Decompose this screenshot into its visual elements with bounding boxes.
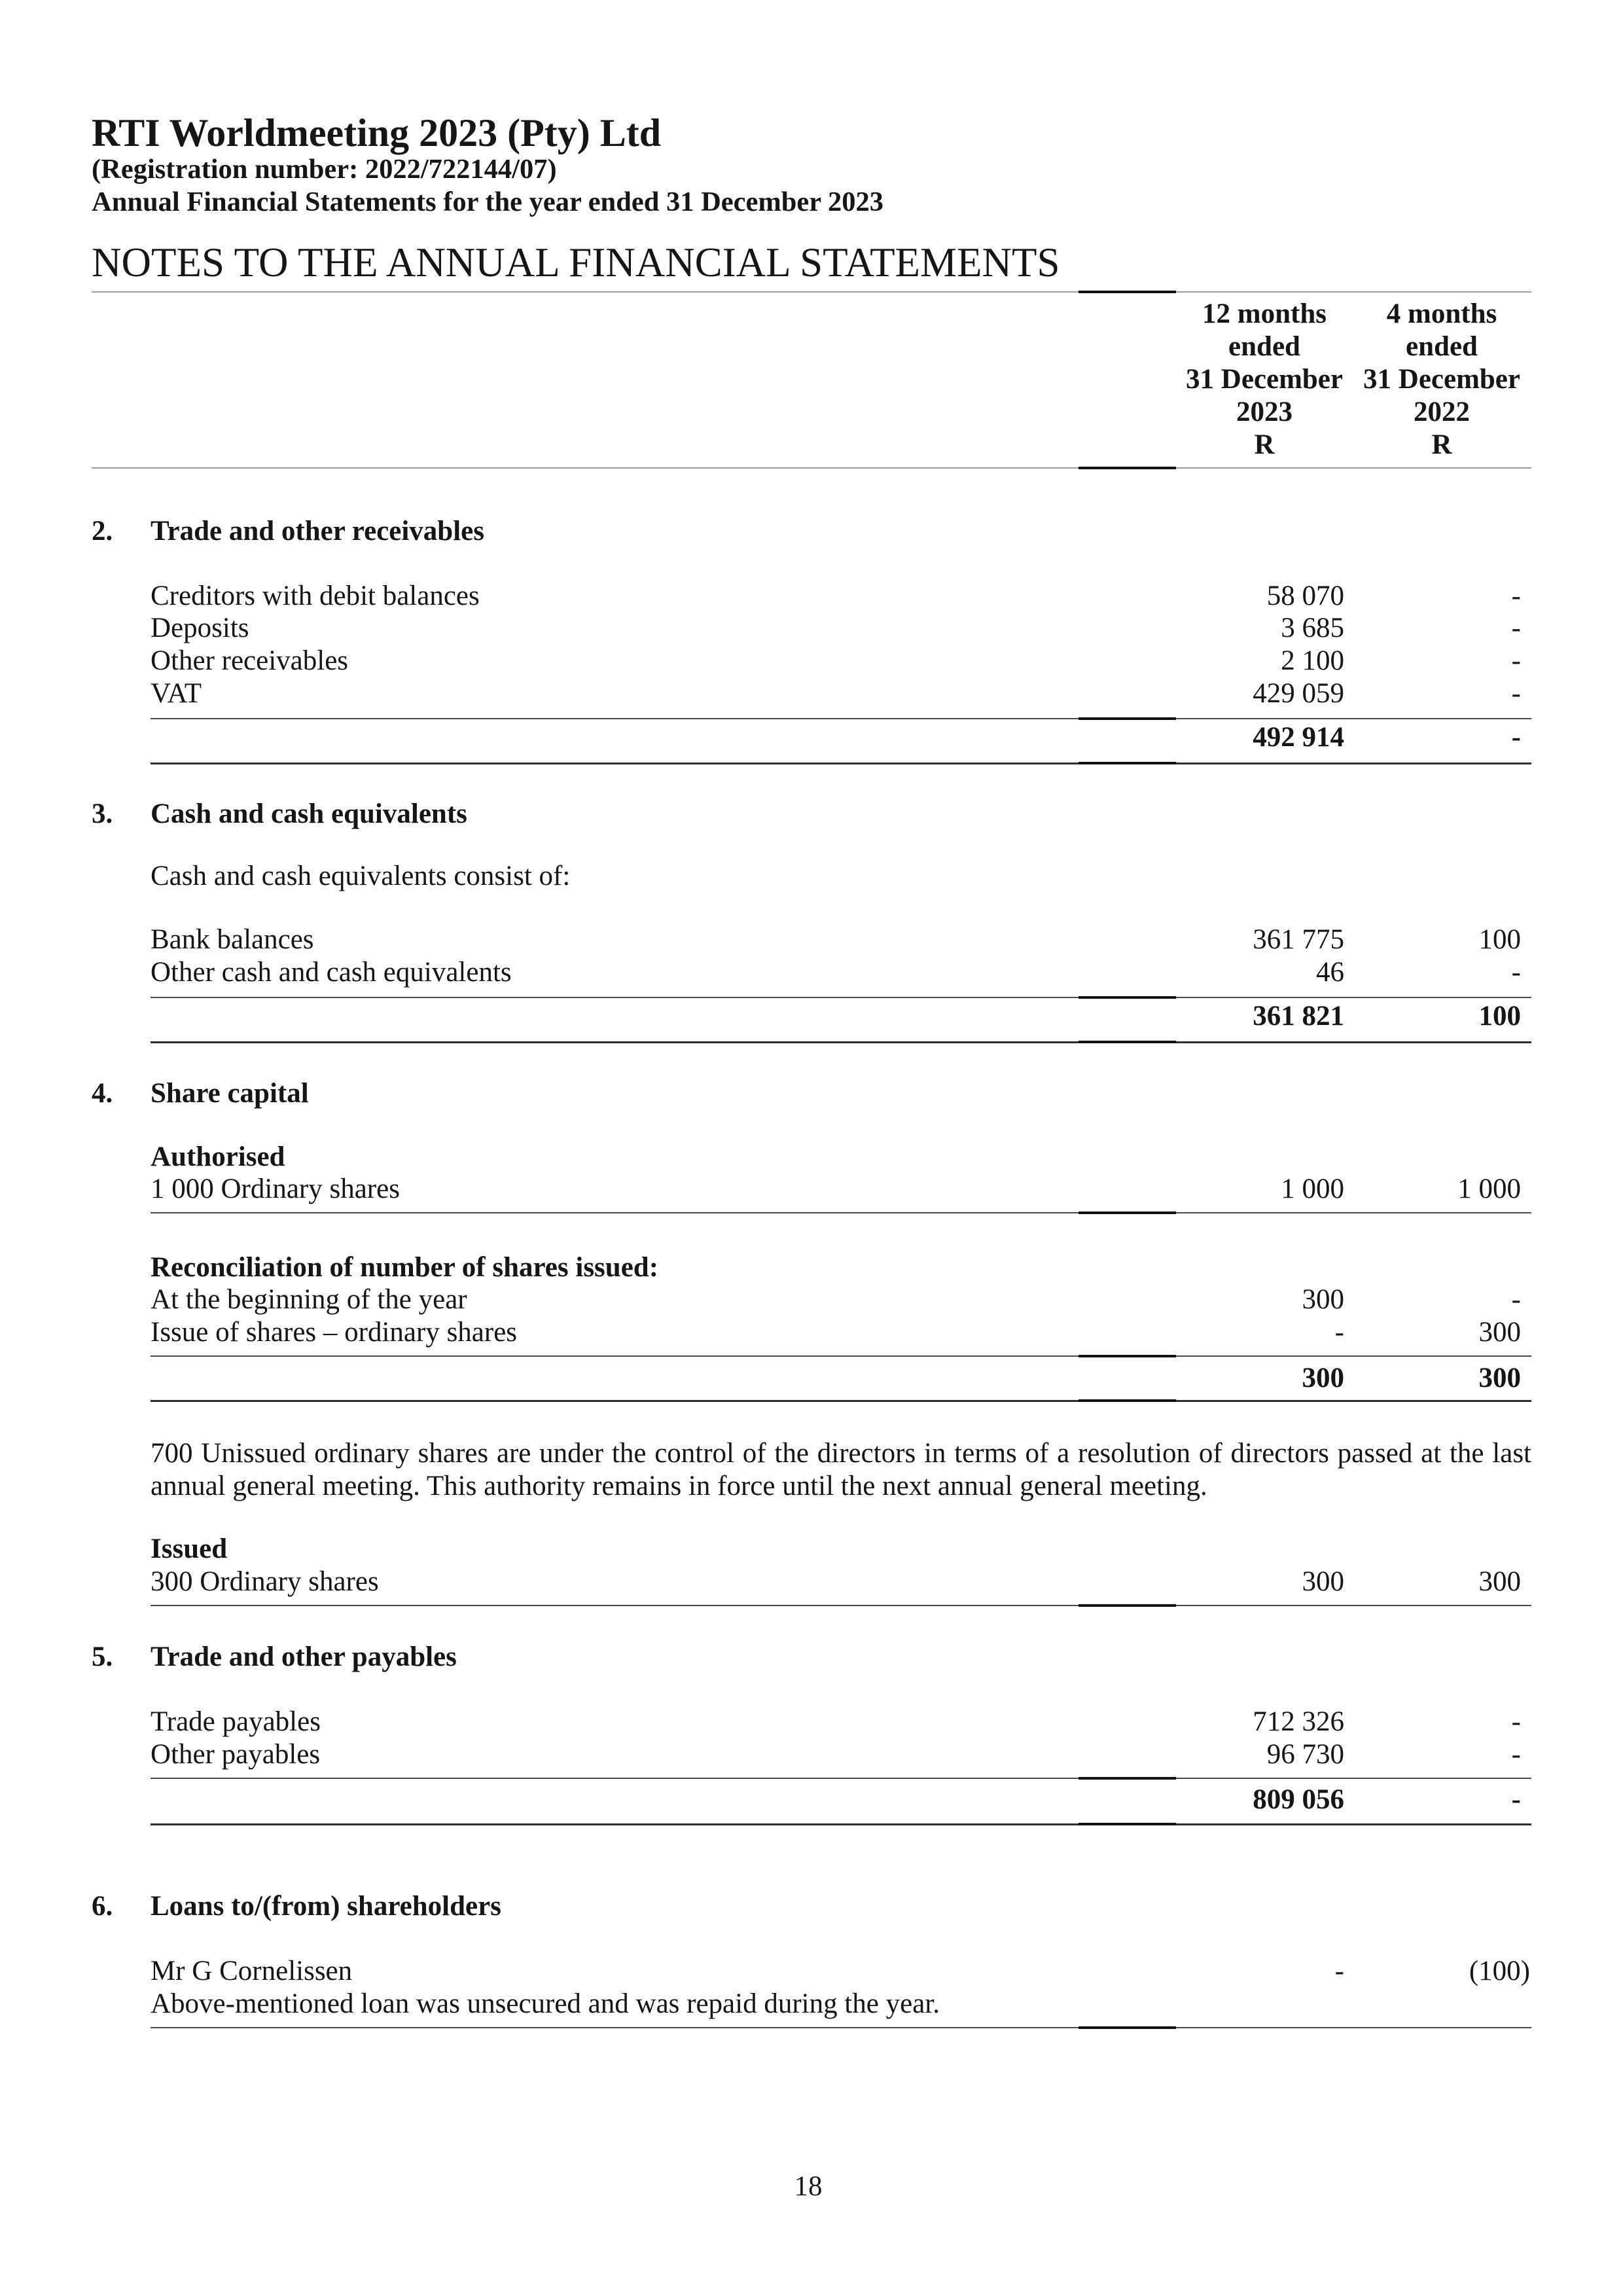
amount-2023: 300 — [1302, 1566, 1344, 1597]
amount-2023: 96 730 — [1266, 1739, 1344, 1770]
total-2022: - — [1511, 1784, 1521, 1815]
note-comment: Above-mentioned loan was unsecured and was repaid during the year. — [151, 1988, 940, 2019]
rule-accent — [1079, 1823, 1176, 1825]
amount-2023: - — [1334, 1956, 1344, 1986]
note-intro: Cash and cash equivalents consist of: — [151, 861, 571, 891]
note-title: Share capital — [151, 1078, 309, 1109]
line-item-label: 300 Ordinary shares — [151, 1566, 379, 1597]
subheading: Issued — [151, 1534, 228, 1564]
rule-accent — [1079, 1777, 1176, 1780]
rule-accent — [1079, 1211, 1176, 1214]
amount-2023: 712 326 — [1253, 1706, 1344, 1737]
rule-accent — [1079, 1355, 1176, 1357]
subtotal-rule — [151, 1212, 1531, 1213]
rule-accent — [1079, 1399, 1176, 1402]
line-item-label: At the beginning of the year — [151, 1284, 467, 1315]
amount-2023: 300 — [1302, 1284, 1344, 1315]
amount-2022: 100 — [1478, 924, 1521, 955]
amount-2023: 1 000 — [1281, 1174, 1344, 1204]
line-item-label: Creditors with debit balances — [151, 581, 480, 611]
subheading: Authorised — [151, 1141, 285, 1172]
note-number: 3. — [92, 798, 113, 829]
column-header-currency: R — [1254, 429, 1275, 460]
rule-accent — [1079, 1041, 1176, 1043]
total-rule — [151, 1823, 1531, 1825]
notes-heading: NOTES TO THE ANNUAL FINANCIAL STATEMENTS — [92, 240, 1060, 285]
line-item-label: Other receivables — [151, 645, 349, 676]
company-name: RTI Worldmeeting 2023 (Pty) Ltd — [92, 111, 662, 154]
amount-2022: (100) — [1469, 1956, 1530, 1986]
total-rule — [151, 1400, 1531, 1402]
line-item-label: Trade payables — [151, 1706, 321, 1737]
header-rule — [92, 291, 1531, 293]
amount-2023: 3 685 — [1281, 613, 1344, 643]
note-title: Loans to/(from) shareholders — [151, 1891, 501, 1922]
subtotal-rule — [151, 1605, 1531, 1606]
amount-2023: - — [1334, 1317, 1344, 1348]
rule-accent — [1079, 2026, 1176, 2029]
column-header-line: 12 months — [1202, 298, 1327, 329]
line-item-label: Deposits — [151, 613, 249, 643]
subtotal-rule — [151, 1355, 1531, 1357]
total-rule — [151, 762, 1531, 764]
total-2022: - — [1511, 722, 1521, 753]
column-header-current-year — [1179, 298, 1349, 461]
column-header-line: 31 December — [1363, 364, 1520, 395]
column-header-line: 31 December — [1186, 364, 1343, 395]
amount-2022: - — [1511, 613, 1521, 643]
column-header-rule — [92, 467, 1531, 469]
registration-number: (Registration number: 2022/722144/07) — [92, 154, 557, 185]
note-title: Cash and cash equivalents — [151, 798, 467, 829]
amount-2022: - — [1511, 1706, 1521, 1737]
total-2022: 100 — [1478, 1001, 1521, 1031]
rule-accent — [1079, 467, 1176, 469]
rule-accent — [1079, 291, 1176, 293]
amount-2023: 2 100 — [1281, 645, 1344, 676]
amount-2022: - — [1511, 1284, 1521, 1315]
report-period: Annual Financial Statements for the year ended 31 December 2023 — [92, 187, 883, 217]
amount-2022: 300 — [1478, 1566, 1521, 1597]
line-item-label: Other payables — [151, 1739, 321, 1770]
amount-2022: - — [1511, 581, 1521, 611]
line-item-label: Bank balances — [151, 924, 314, 955]
page-number: 18 — [794, 2171, 823, 2202]
rule-accent — [1079, 717, 1176, 720]
note-paragraph: 700 Unissued ordinary shares are under the control of the directors in terms of a resolution of directors passed at the last annual general meeting. This authority remains in force until the next annual general meeting. — [151, 1438, 1531, 1501]
subtotal-rule — [151, 718, 1531, 719]
column-header-currency: R — [1431, 429, 1452, 460]
subtotal-rule — [151, 997, 1531, 998]
rule-accent — [1079, 1604, 1176, 1607]
total-2023: 361 821 — [1253, 1001, 1344, 1031]
line-item-label: VAT — [151, 678, 202, 709]
note-number: 4. — [92, 1078, 113, 1109]
column-header-year: 2023 — [1236, 397, 1293, 427]
total-2023: 809 056 — [1253, 1784, 1344, 1815]
amount-2023: 58 070 — [1266, 581, 1344, 611]
rule-accent — [1079, 762, 1176, 764]
amount-2022: - — [1511, 678, 1521, 709]
subtotal-rule — [151, 1778, 1531, 1779]
subtotal-rule — [151, 2027, 1531, 2028]
column-header-line: ended — [1406, 331, 1478, 362]
total-2022: 300 — [1478, 1363, 1521, 1393]
amount-2023: 361 775 — [1253, 924, 1344, 955]
total-2023: 300 — [1302, 1363, 1344, 1393]
note-number: 6. — [92, 1891, 113, 1922]
total-2023: 492 914 — [1253, 722, 1344, 753]
line-item-label: Mr G Cornelissen — [151, 1956, 353, 1986]
column-header-line: ended — [1228, 331, 1300, 362]
amount-2022: 1 000 — [1457, 1174, 1521, 1204]
line-item-label: Issue of shares – ordinary shares — [151, 1317, 518, 1348]
amount-2023: 429 059 — [1253, 678, 1344, 709]
amount-2022: - — [1511, 957, 1521, 988]
total-rule — [151, 1041, 1531, 1043]
note-title: Trade and other payables — [151, 1641, 457, 1672]
rule-accent — [1079, 996, 1176, 999]
note-number: 2. — [92, 516, 113, 547]
amount-2022: - — [1511, 1739, 1521, 1770]
subheading: Reconciliation of number of shares issued: — [151, 1252, 659, 1283]
column-header-line: 4 months — [1386, 298, 1497, 329]
column-header-year: 2022 — [1414, 397, 1470, 427]
amount-2022: - — [1511, 645, 1521, 676]
line-item-label: 1 000 Ordinary shares — [151, 1174, 400, 1204]
note-number: 5. — [92, 1641, 113, 1672]
column-header-prior-year — [1357, 298, 1527, 461]
amount-2022: 300 — [1478, 1317, 1521, 1348]
line-item-label: Other cash and cash equivalents — [151, 957, 512, 988]
amount-2023: 46 — [1316, 957, 1344, 988]
note-title: Trade and other receivables — [151, 516, 484, 547]
